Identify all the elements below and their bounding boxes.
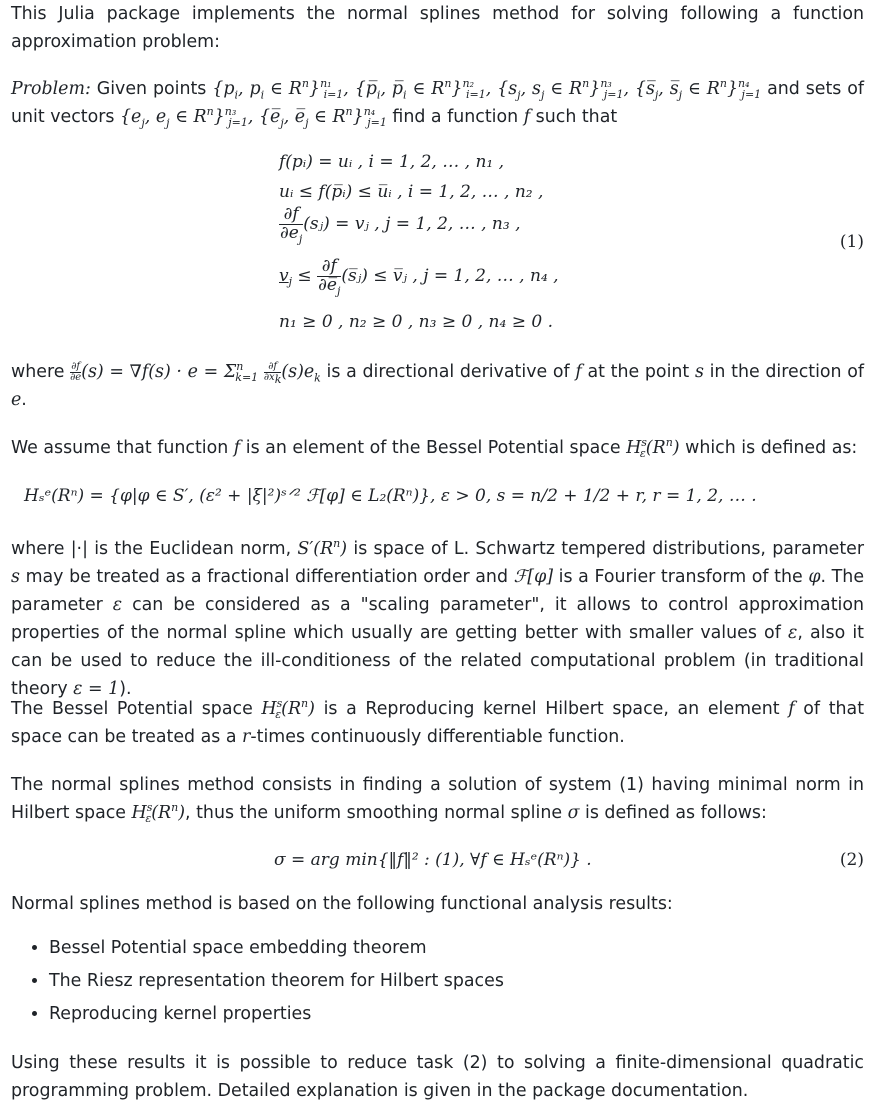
system-line-3: $\frac{\partial f}{\partial e_j}$ (sⱼ) = vⱼ , j = 1, 2, … , n₃ , (280, 204, 521, 246)
list-item: • Bessel Potential space embedding theorem (49, 932, 864, 965)
based-on-paragraph: Normal splines method is based on the following functional analysis results: (11, 894, 673, 914)
intro-paragraph: This Julia package implements the normal splines method for solving following a function approximation problem: (11, 4, 864, 52)
system-line-5: n₁ ≥ 0 , n₂ ≥ 0 , n₃ ≥ 0 , n₄ ≥ 0 . (279, 312, 553, 332)
spline-definition: σ = arg min{‖f‖² : (1), ∀f ∈ Hₛᵉ(Rⁿ)} . (274, 850, 592, 870)
list-item: • Reproducing kernel properties (49, 998, 864, 1031)
results-list (11, 932, 864, 1031)
directional-derivative-paragraph: where $\frac{\partial f}{\partial e}(s) = \nabla f(s) \cdot e = \Sigma^n_{k=1}$ $\frac{\partial f}{\partial x_k}(s)e_k$ is a directional derivative of f at the point s in the direction of e. (11, 360, 865, 410)
method-paragraph: The normal splines method consists in finding a solution of system (1) having minimal norm in Hilbert space $H^s_\varepsilon(R^n)$, thus the uniform smoothing normal spline σ is defined as follows: (11, 775, 864, 826)
equation-number-2: (2) (839, 850, 864, 870)
problem-paragraph: Problem: Given points {$p_i$, $p_i$ ∈ $R^n\}^{n_1}_{i=1}$, {$p̅_i$, $p̅_i$ ∈ $R^n\}^{n_2}_{i=1}$, {$s_j$, $s_j$ ∈ $R^n\}^{n_3}_{j=1}$, {$s̅_j$, $s̅_j$ ∈ $R^n\}^{n_4}_{j=1}$ and sets of unit vectors {$e_j$, $e_j$ ∈ $R^n\}^{n_3}_{j=1}$, {$e̅_j$, $e̅_j$ ∈ $R^n\}^{n_4}_{j=1}$ find a function f such that (11, 77, 864, 130)
assumption-paragraph: We assume that function f is an element of the Bessel Potential space $H^s_\varepsilon(R^n)$ which is defined as: (11, 436, 858, 461)
rkhs-paragraph: The Bessel Potential space $H^s_\varepsilon(R^n)$ is a Reproducing kernel Hilbert space, an element f of that space can be treated as a r-times continuously differentiable function. (11, 697, 865, 747)
system-line-4: $v_j$ ≤ $\frac{\partial f}{\partial e̅_j}$ (s̅ⱼ) ≤ v̅ⱼ , j = 1, 2, … , n₄ , (279, 256, 559, 298)
system-line-1: f(pᵢ) = uᵢ , i = 1, 2, … , n₁ , (279, 152, 505, 172)
system-equation-1 (11, 148, 864, 338)
problem-label: Problem: (11, 79, 91, 99)
equation-2-row (11, 846, 864, 874)
equation-number-1: (1) (839, 232, 864, 252)
notation-paragraph: where |·| is the Euclidean norm, $S'(R^n)$ is space of L. Schwartz tempered distributions, parameter s may be treated as a fractional differentiation order and ℱ[φ] is a Fourier transform of the φ. The parameter ε can be considered as a "scaling parameter", it allows to control approximation properties of the normal spline which usually are getting better with smaller values of ε, also it can be used to reduce the ill-conditioness of the related computational problem (in traditional theory ε = 1). (11, 537, 865, 699)
system-line-2: uᵢ ≤ f(p̅ᵢ) ≤ u̅ᵢ , i = 1, 2, … , n₂ , (279, 182, 544, 202)
bessel-space-definition: Hₛᵉ(Rⁿ) = {φ|φ ∈ S′, (ε² + |ξ|²)ˢᐟ² ℱ[φ] ∈ L₂(Rⁿ)}, ε > 0, s = n/2 + 1/2 + r, r = 1, 2, … . (24, 486, 757, 506)
closing-paragraph: Using these results it is possible to reduce task (2) to solving a finite-dimensional quadratic programming problem. Detailed explanation is given in the package documentation. (11, 1053, 864, 1101)
list-item: • The Riesz representation theorem for Hilbert spaces (49, 965, 864, 998)
